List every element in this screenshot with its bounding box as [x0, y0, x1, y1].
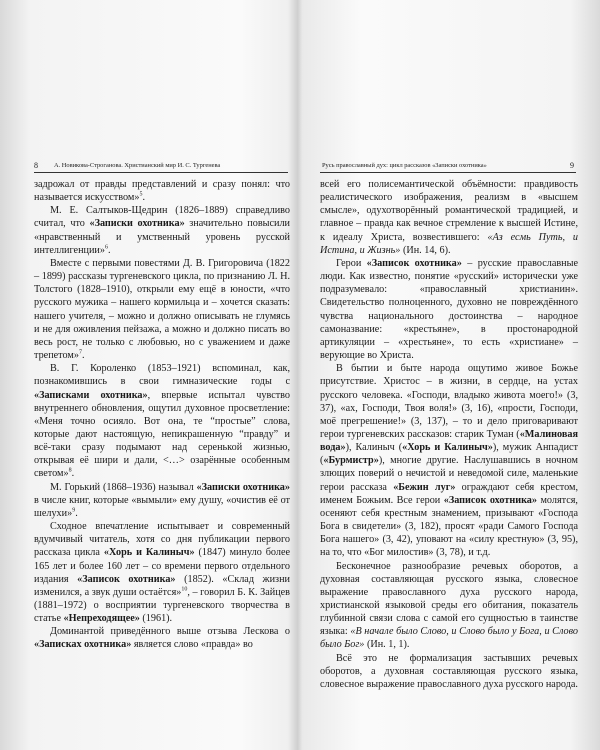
text-run: задрожал от правды представлений и сразу понял: что называется искусством» — [34, 179, 290, 204]
bold-title: «Бурмистр» — [323, 455, 379, 467]
text-run: всей его полисемантической объёмности: правдивость реалистического изображения, реализм в «высшем смысле», одухотворённый романтической традицией, и главное – правда как вечное стремление к высшей Истине, к идеалу Христа, возвестившего: — [320, 179, 578, 243]
text-run: , впервые испытал чувство внутреннего обновления, ощутил духовное просветление: «Меня точно осияло. Вот она, те “простые” слова, которые дают настоящую, непикрашенную “правду” и всё-таки сразу подымают над серенькой жизнью, открывая её шири и дали, <…> озарённые особенным светом» — [34, 389, 291, 480]
paragraph — [34, 257, 290, 362]
text-run: , – говорил Б. К. Зайцев (1881–1972) о восприятии тургеневского творчества в статье — [34, 586, 290, 625]
footnote-ref: 9 — [72, 507, 76, 514]
right-page-body — [320, 178, 578, 691]
text-run: ограждают себя крестом, именем Божьим. Все герои — [320, 481, 578, 506]
paragraph — [34, 204, 290, 257]
text-run: . — [75, 507, 78, 519]
left-page — [0, 0, 298, 750]
text-run: . — [71, 468, 75, 480]
text-run: (1961). — [139, 613, 173, 625]
text-run: (1852). «Склад жизни изменился, а звук души остаётся» — [34, 573, 290, 598]
bold-title: «Хорь и Калиныч» — [103, 547, 195, 559]
left-page-number: 8 — [34, 161, 38, 170]
text-run: молятся, осеняют себя крестным знамением, призывают «Господа Бога в свидетели» (3, 182), просят «ради Самого Господа Бога нашего» (3, 42), уповают на «силу крестную» (3, 95), на то, что «Бог милостив» (3, 78), и т.д. — [320, 494, 578, 559]
bold-title: «Записки охотника» — [196, 481, 290, 493]
bold-title: «Записок охотника» — [443, 494, 537, 506]
text-run: – русские православные люди. Как известно, понятие «русский» исторически уже подразумевало: «православный христианин». Свидетельство полноценного, духовно не повреждённого чувства национального достоинства – народное самоназвание: «крестьяне», в простонародной артикуляции – «хрестьяне», то есть «христиане» – верующие во Христа. — [320, 257, 578, 362]
italic-quote: «В начале было Слово, и Слово было у Бога, и Слово было Бог» — [320, 626, 579, 651]
paragraph — [34, 481, 290, 520]
text-run: Бесконечное разнообразие речевых оборотов, а духовная составляющая русского языка, словесное выражение православного духа русского народа, христианской языковой среды его обитания, показатель глубинной связи слова с самой его сущностью в таинстве языка: — [320, 560, 578, 638]
text-run: (Ин. 14, 6). — [400, 244, 451, 256]
right-running-head-text: Русь православный дух: цикл рассказов «Записки охотника» — [322, 162, 487, 169]
text-run: Сходное впечатление испытывает и современный вдумчивый читатель, хотя со дня публикации первого рассказа цикла — [34, 521, 290, 559]
text-run: М. Е. Салтыков-Щедрин (1826–1889) справедливо считал, что — [34, 205, 290, 230]
paragraph — [34, 362, 290, 480]
footnote-ref: 7 — [78, 349, 82, 356]
paragraph — [320, 362, 578, 559]
left-running-header — [34, 160, 288, 173]
paragraph — [320, 560, 578, 652]
text-run: . — [142, 192, 145, 204]
bold-title: «Бежин луг» — [393, 481, 456, 493]
bold-title: «Записок охотника» — [77, 573, 176, 585]
paragraph — [34, 520, 290, 625]
text-run: В бытии и быте народа ощутимо живое Божье присутствие. Христос – в жизни, в сердце, на устах русского человека. «Господи, владыко живота моего!» (3, 37), «ах, Господи, Твоя воля!» (3, 16), «прости, Господи, моё прегрешение!» (3, 137), – то и дело приговаривают герои тургеневских рассказов: старик Туман ( — [320, 363, 578, 440]
right-page-number: 9 — [570, 161, 574, 170]
text-run: . — [107, 244, 111, 256]
bold-title: «Хорь и Калиныч» — [402, 442, 493, 454]
paragraph — [320, 652, 578, 691]
text-run: (Ин. 1, 1). — [364, 639, 410, 651]
paragraph — [34, 625, 290, 651]
text-run: является слово «правда» во — [131, 639, 253, 651]
text-run: ), многие другие. Наслушавшись в ночном злющих поверий о нечистой и неведомой силе, маленькие герои рассказа — [320, 455, 578, 493]
bold-title: «Записок охотника» — [366, 257, 462, 269]
text-run: Герои — [336, 257, 367, 269]
paragraph — [34, 178, 290, 204]
footnote-ref: 8 — [68, 468, 72, 475]
text-run: значительно повысили «нравственный и умственный уровень русской интеллигенции» — [34, 218, 291, 256]
text-run: в числе книг, которые «вымыли» ему душу, «очистив её от шелухи» — [34, 494, 290, 519]
text-run: В. Г. Короленко (1853–1921) вспоминал, как, познакомившись в свои гимназические годы с — [34, 363, 290, 388]
bold-title: «Записках охотника» — [34, 639, 132, 651]
paragraph — [320, 178, 578, 257]
text-run: Всё это не формализация застывших речевых оборотов, а духовная составляющая русского языка, словесное выражение православного духа русского народа. — [320, 652, 578, 690]
bold-title: «Непреходящее» — [63, 613, 140, 625]
text-run: Вместе с первыми повестями Д. В. Григоровича (1822 – 1899) рассказы тургеневского цикла, по признанию Л. Н. Толстого (1828–1910), открыли ему ещё в юности, «что русского мужика – нашего кормильца и – хочется сказать: нашего учителя, – можно и должно описывать не глумясь и не для оживления пейзажа, а можно и должно писать во весь рост, не только с любовью, но с уважением и даже трепетом» — [34, 257, 290, 362]
left-page-body — [34, 178, 290, 652]
footnote-ref: 5 — [139, 191, 143, 198]
text-run: М. Горький (1868–1936) называл — [50, 481, 197, 493]
text-run: ), мужик Анпадист ( — [320, 442, 578, 467]
right-page — [302, 0, 600, 750]
footnote-ref: 10 — [181, 586, 188, 593]
text-run: ), Калиныч ( — [345, 442, 403, 454]
left-running-head-text: А. Новикова-Строганова. Христианский мир И. С. Тургенева — [54, 162, 221, 169]
text-run: (1847) минуло более 165 лет и более 160 лет – со времени первого отдельного издания — [34, 547, 290, 585]
bold-title: «Записки охотника» — [89, 218, 185, 230]
paragraph — [320, 257, 578, 362]
text-run: Доминантой приведённого выше отзыва Лескова о — [50, 626, 290, 638]
right-running-header — [320, 160, 576, 173]
bold-title: «Записками охотника» — [34, 389, 148, 401]
text-run: . — [81, 350, 85, 362]
bold-title: «Малиновая вода» — [320, 428, 578, 454]
italic-quote: «Аз есмь Путь, и Истина, и Жизнь» — [320, 231, 578, 256]
footnote-ref: 6 — [104, 244, 108, 251]
